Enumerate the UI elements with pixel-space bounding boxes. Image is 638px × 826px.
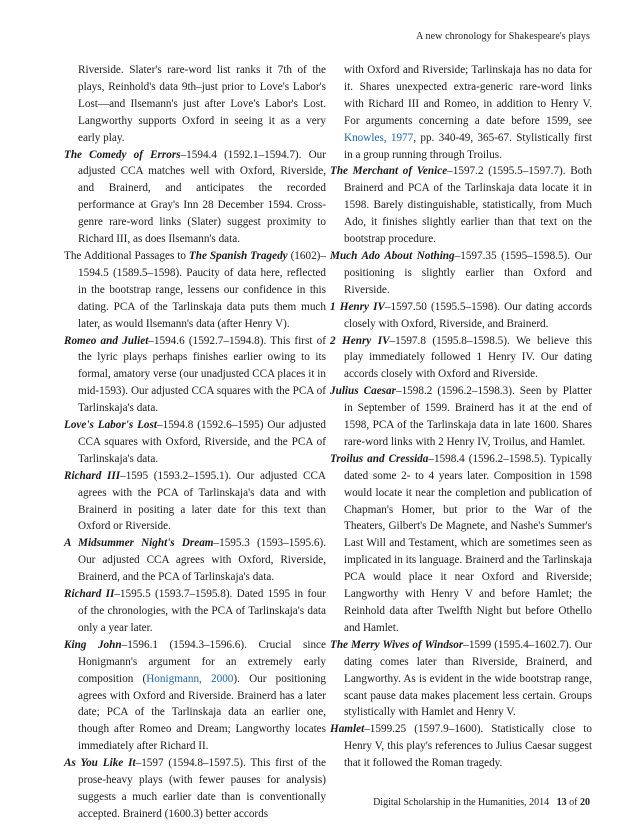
entry-continuation	[64, 62, 326, 147]
entry-julius-caesar	[330, 383, 592, 451]
entry-1-henry-iv	[330, 299, 592, 333]
entry-title: Julius Caesar	[330, 385, 396, 398]
entry-king-john	[64, 637, 326, 755]
entry-title: Love's Labor's Lost	[64, 419, 157, 432]
entry-title: King John	[64, 638, 122, 651]
entry-text: –1597.2 (1595.5–1597.7). Both Brainerd and PCA of the Tarlinskaja data locate it in 1598. Barely distinguishable, statistically, from Much Ado, it finishes slightly earlier than that text on the bootstrap procedure.	[344, 165, 592, 246]
entry-text: –1595 (1593.2–1595.1). Our adjusted CCA agrees with the PCA of Tarlinskaja's data and with Brainerd in positing a later date for this text than Oxford or Riverside.	[78, 469, 326, 533]
citation-link-honigmann[interactable]: Honigmann, 2000	[146, 672, 234, 685]
entry-prefix: The Additional Passages to	[64, 249, 189, 262]
entry-midsummer	[64, 535, 326, 586]
entry-as-you-like-it	[64, 755, 326, 823]
entry-text: –1598.4 (1596.2–1598.5). Typically dated some 2- to 4 years later. Composition in 1598 would locate it near the completion and publication of Chapman's Homer, but prior to the War of the Theaters, Gilbert's De Magnete, and Nashe's Summer's Last Will and Testament, which are sometimes seen as implicated in its language. Brainerd and the Tarlinskaja PCA would place it near Oxford and Riverside; Langworthy with Henry V and before Hamlet; the Reinhold data after Twelfth Night but before Othello and Hamlet.	[344, 452, 593, 634]
entry-title: Romeo and Juliet	[64, 334, 149, 347]
entry-title: Troilus and Cressida	[330, 452, 429, 465]
entry-text: –1599.25 (1597.9–1600). Statistically close to Henry V, this play's references to Julius Caesar suggest that it followed the Roman tragedy.	[344, 723, 592, 770]
entry-richard-iii	[64, 468, 326, 536]
entry-text: –1594.6 (1592.7–1594.8). This first of the lyric plays perhaps finishes earlier owing to its formal, amatory verse (our unadjusted CCA places it in mid-1593). Our adjusted CCA squares with the PCA of Tarlinskaja's data.	[78, 334, 326, 415]
entry-text: –1595.3 (1593–1595.6). Our adjusted CCA agrees with Oxford, Riverside, Brainerd, and the PCA of Tarlinskaja's data.	[78, 537, 327, 584]
entry-much-ado	[330, 248, 592, 299]
page-of-label: of	[569, 797, 578, 808]
entry-loves-labors-lost	[64, 417, 326, 468]
entry-text: –1595.5 (1593.7–1595.8). Dated 1595 in four of the chronologies, with the PCA of Tarlinskaja's data only a year later.	[78, 588, 326, 634]
entry-title: The Merchant of Venice	[330, 165, 448, 178]
entry-title: Richard III	[64, 469, 121, 482]
entry-title: The Merry Wives of Windsor	[330, 638, 464, 651]
entry-text: Riverside. Slater's rare-word list ranks it 7th of the plays, Reinhold's data 9th–just prior to Love's Labor's Lost—and Ilsemann's just after Love's Labor's Lost. Langworthy supports Oxford in seeing it as a very early play.	[78, 64, 326, 144]
entry-hamlet	[330, 721, 592, 772]
page-footer	[373, 797, 590, 808]
entry-text: –1597.50 (1595.5–1598). Our dating accords closely with Oxford, Riverside, and Brainerd.	[344, 300, 592, 330]
entry-title: A Midsummer Night's Dream	[64, 537, 214, 550]
right-column	[330, 62, 592, 772]
entry-text: –1594.8 (1592.6–1595) Our adjusted CCA squares with Oxford, Riverside, and the PCA of Tarlinskaja's data.	[78, 419, 326, 465]
journal-name: Digital Scholarship in the Humanities, 2014	[373, 797, 550, 808]
entry-text: –1597 (1594.8–1597.5). This first of the prose-heavy plays (with fewer pauses for analysis) suggests a much earlier date than is conventionally accepted. Brainerd (1600.3) better accords	[78, 757, 326, 820]
running-head: A new chronology for Shakespeare's plays	[416, 31, 590, 42]
entry-text: , pp. 340-49, 365-67. Stylistically first in a group running through Troilus.	[344, 131, 592, 161]
entry-title: 2 Henry IV	[330, 334, 390, 347]
entry-2-henry-iv	[330, 333, 592, 384]
page-number: 13	[556, 797, 567, 808]
entry-text: ). Our positioning agrees with Oxford and Riverside. Brainerd has a later date; PCA of the Tarlinskaja data an earlier one, though after Romeo and Dream; Langworthy locates immediately after Richard II.	[78, 672, 326, 753]
entry-title: Much Ado About Nothing	[330, 249, 455, 262]
page-total: 20	[580, 797, 590, 808]
entry-merchant-of-venice	[330, 163, 592, 248]
entry-richard-ii	[64, 586, 326, 637]
entry-title: The Comedy of Errors	[64, 148, 181, 161]
entry-text: –1599 (1595.4–1602.7). Our dating comes later than Riverside, Brainerd, and Langworthy. As is evident in the wide bootstrap range, scant pause data makes placement less certain. Groups stylistically with Hamlet and Henry V.	[344, 638, 592, 719]
entry-title: Richard II	[64, 588, 115, 601]
entry-comedy-of-errors	[64, 147, 326, 248]
entry-text: –1598.2 (1596.2–1598.3). Seen by Platter in September of 1599. Brainerd has it at the end of 1598, PCA of the Tarlinskaja data in late 1600. Shares rare-word links with 2 Henry IV, Troilus, and Hamlet.	[344, 385, 592, 448]
entry-text: (1602)–1594.5 (1589.5–1598). Paucity of data here, reflected in the bootstrap range, lessens our confidence in this dating. PCA of the Tarlinskaja data puts them much later, as would Ilsemann's data (after Henry V).	[78, 249, 326, 330]
entry-title: As You Like It	[64, 757, 136, 770]
entry-text: –1597.8 (1595.8–1598.5). We believe this play immediately followed 1 Henry IV. Our dating accords closely with Oxford and Riverside.	[344, 334, 593, 381]
entry-text: –1597.35 (1595–1598.5). Our positioning is slightly earlier than Oxford and Riverside.	[344, 249, 592, 296]
entry-troilus-and-cressida	[330, 451, 592, 637]
citation-link-knowles[interactable]: Knowles, 1977	[344, 131, 414, 144]
entry-text: with Oxford and Riverside; Tarlinskaja has no data for it. Shares unexpected extra-generic rare-word links with Richard III and Romeo, in addition to Henry V. For arguments concerning a date before 1599, see	[344, 64, 592, 127]
left-column	[64, 62, 326, 823]
entry-merry-wives	[330, 637, 592, 722]
entry-text: –1594.4 (1592.1–1594.7). Our adjusted CCA matches well with Oxford, Riverside, and Brainerd, and anticipates the recorded performance at Gray's Inn 28 December 1594. Cross-genre rare-word links (Slater) suggest proximity to Richard III, as does Ilsemann's data.	[78, 148, 326, 246]
entry-romeo-and-juliet	[64, 333, 326, 418]
entry-text: –1596.1 (1594.3–1596.6). Crucial since Honigmann's argument for an extremely early composition (	[78, 638, 326, 685]
entry-spanish-tragedy	[64, 248, 326, 333]
entry-title: 1 Henry IV	[330, 300, 385, 313]
entry-title: The Spanish Tragedy	[188, 249, 288, 262]
entry-title: Hamlet	[330, 723, 365, 736]
entry-continuation	[330, 62, 592, 163]
